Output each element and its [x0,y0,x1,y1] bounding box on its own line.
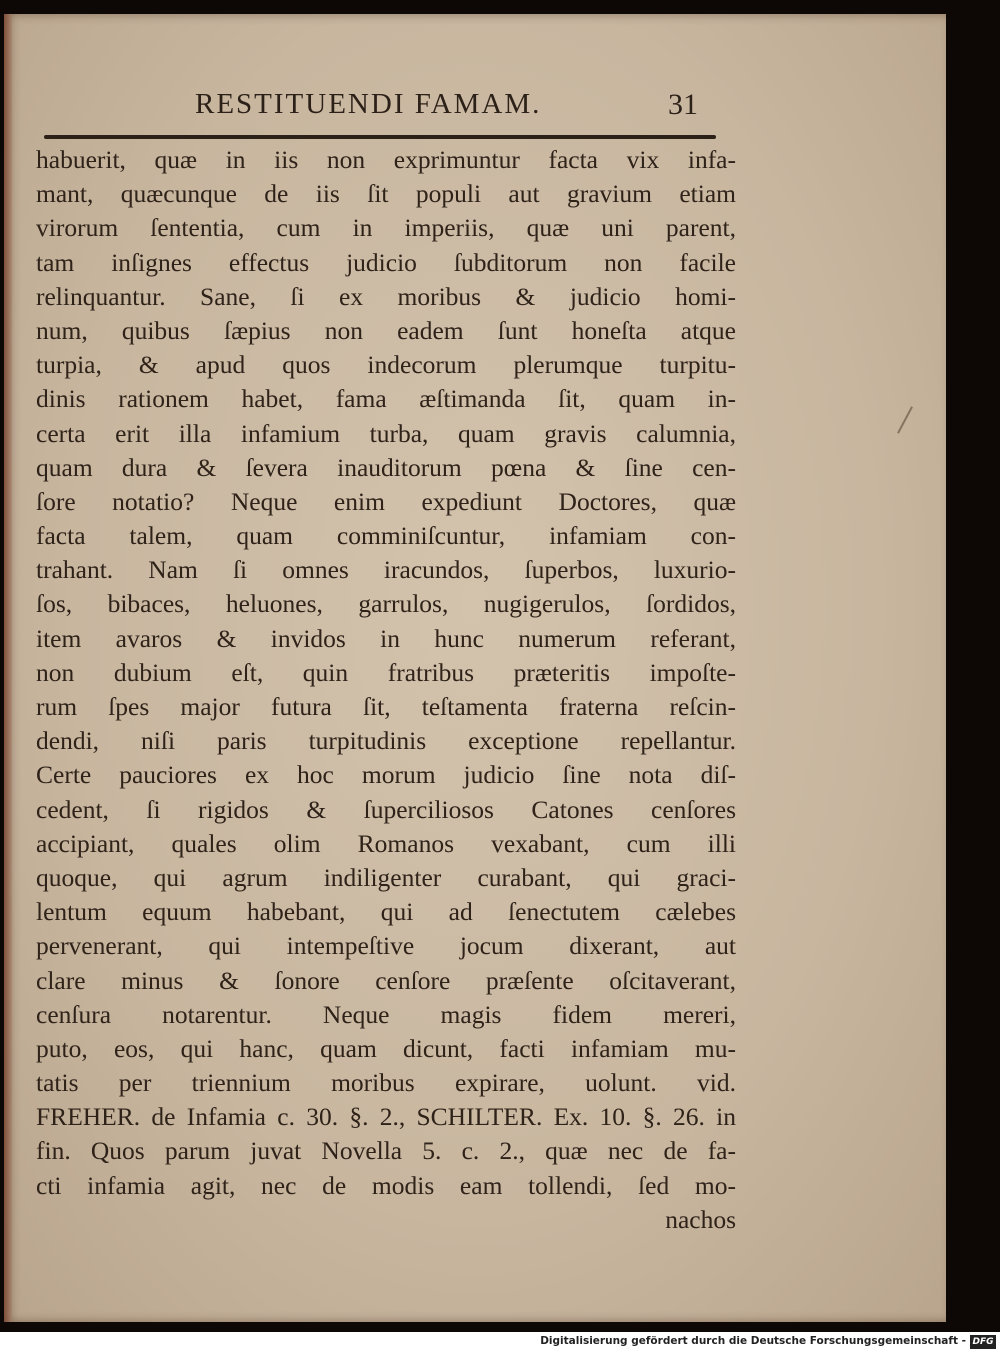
running-title: RESTITUENDI FAMAM. [195,88,542,120]
catchword: nachos [665,1204,736,1234]
text-line: quam dura & ſevera inauditorum pœna & ſine cen- [36,452,736,482]
text-line: Certe pauciores ex hoc morum judicio ſine nota diſ- [36,760,736,790]
header-rule [44,135,716,139]
text-line: cti infamia agit, nec de modis eam tollendi, ſed mo- [36,1170,736,1200]
text-line: num, quibus ſæpius non eadem ſunt honeſta atque [36,315,736,345]
text-line: dendi, niſi paris turpitudinis exceptione repellantur. [36,726,736,756]
text-line: FREHER. de Infamia c. 30. §. 2., SCHILTER. Ex. 10. §. 26. in [36,1102,736,1132]
text-line: pervenerant, qui intempeſtive jocum dixerant, aut [36,931,736,961]
text-line: habuerit, quæ in iis non exprimuntur facta vix infa- [36,145,736,174]
text-line: accipiant, quales olim Romanos vexabant, cum illi [36,828,736,858]
text-line: non dubium eſt, quin fratribus præteritis impoſte- [36,657,736,687]
text-line: ſos, bibaces, heluones, garrulos, nugigerulos, ſordidos, [36,589,736,619]
text-line: fin. Quos parum juvat Novella 5. c. 2., quæ nec de fa- [36,1136,736,1166]
text-line: certa erit illa infamium turba, quam gravis calumnia, [36,418,736,448]
text-line: lentum equum habebant, qui ad ſenectutem cælebes [36,897,736,927]
text-line: dinis rationem habet, fama æſtimanda ſit, quam in- [36,384,736,414]
text-line: ſore notatio? Neque enim expediunt Doctores, quæ [36,486,736,516]
text-line: item avaros & invidos in hunc numerum referant, [36,623,736,653]
text-line: quoque, qui agrum indiligenter curabant, qui graci- [36,862,736,892]
text-line: clare minus & ſonore cenſore præſente oſcitaverant, [36,965,736,995]
footer-credit: Digitalisierung gefördert durch die Deutsche Forschungsgemeinschaft - [540,1335,966,1347]
page-number: 31 [668,88,698,121]
dfg-logo: DFG [970,1335,996,1349]
text-line: cenſura notarentur. Neque magis fidem mereri, [36,999,736,1029]
text-line: tam inſignes effectus judicio ſubditorum non facile [36,247,736,277]
text-line: rum ſpes major futura ſit, teſtamenta fraterna reſcin- [36,692,736,721]
body-text [36,143,736,1237]
text-line: mant, quæcunque de iis ſit populi aut gravium etiam [36,179,736,209]
text-line: trahant. Nam ſi omnes iracundos, ſuperbos, luxurio- [36,555,736,585]
text-line: turpia, & apud quos indecorum plerumque turpitu- [36,350,736,380]
text-line: relinquantur. Sane, ſi ex moribus & judicio homi- [36,281,736,311]
text-line: cedent, ſi rigidos & ſuperciliosos Catones cenſores [36,794,736,824]
footer-bar [0,1332,1000,1353]
page-edge-shadow [4,14,12,1322]
text-line: virorum ſententia, cum in imperiis, quæ uni parent, [36,213,736,243]
text-line: facta talem, quam comminiſcuntur, infamiam con- [36,521,736,551]
text-line: puto, eos, qui hanc, quam dicunt, facti infamiam mu- [36,1033,736,1063]
text-line: tatis per triennium moribus expirare, uolunt. vid. [36,1068,736,1098]
running-head [0,88,942,128]
